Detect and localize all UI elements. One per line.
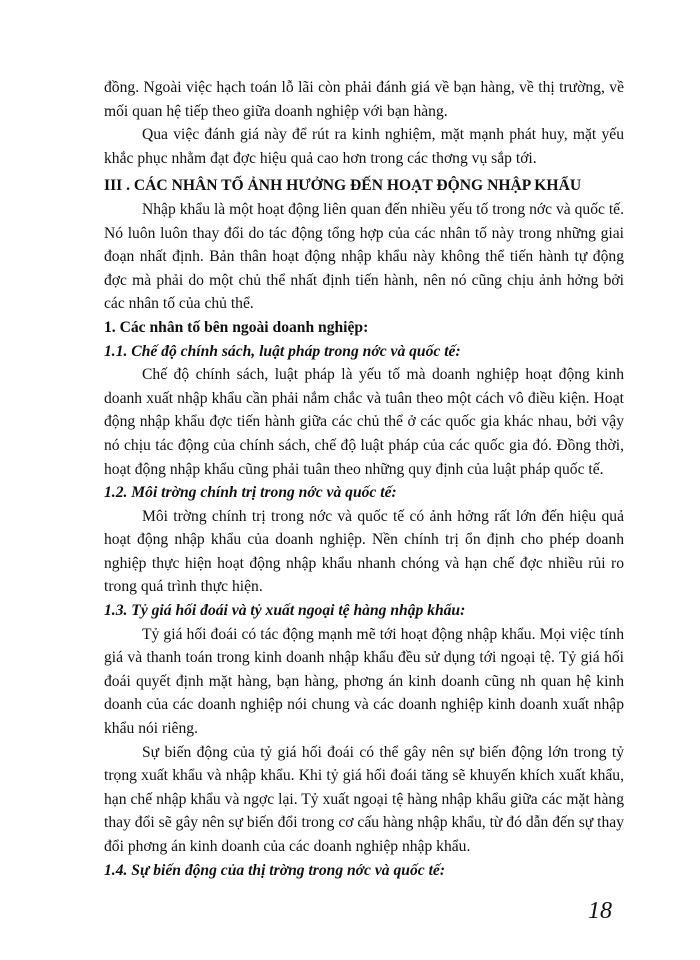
paragraph-evaluation: Qua việc đánh giá này để rút ra kinh nghiệm, mặt mạnh phát huy, mặt yếu khắc phục nhằm đạt đợc hiệu quả cao hơn trong các thơng vụ sắp tới. [104,126,624,167]
paragraph-policy-law: Chế độ chính sách, luật pháp là yếu tố mà doanh nghiệp hoạt động kinh doanh xuất nhập khẩu cần phải nắm chắc và tuân theo một cách vô điều kiện. Hoạt động nhập khẩu đợc tiến hành giữa các chủ thể ở các quốc gia khác nhau, bởi vậy nó chịu tác động của chính sách, chế độ luật pháp của các quốc gia đó. Đồng thời, hoạt động nhập khẩu cũng phải tuân theo những quy định của luật pháp quốc tế. [104,366,624,478]
page-body [104,76,624,882]
subsection-heading-1-3: 1.3. Tỷ giá hối đoái và tỷ xuất ngoại tệ hàng nhập khẩu: [104,602,466,620]
subsection-heading-1-1: 1.1. Chế độ chính sách, luật pháp trong nớc và quốc tế: [104,342,461,360]
paragraph-exchange-rate: Tỷ giá hối đoái có tác động mạnh mẽ tới hoạt động nhập khẩu. Mọi việc tính giá và thanh toán trong kinh doanh nhập khẩu đều sử dụng tới ngoại tệ. Tỷ giá hối đoái quyết định mặt hàng, bạn hàng, phơng án kinh doanh cũng nh quan hệ kinh doanh của các doanh nghiệp nói chung và các doanh nghiệp kinh doanh xuất nhập khẩu nói riêng. [104,625,624,738]
paragraph-exchange-rate-fluctuation: Sự biến động của tỷ giá hối đoái có thể gây nên sự biến động lớn trong tỷ trọng xuất khẩu và nhập khẩu. Khi tỷ giá hối đoái tăng sẽ khuyến khích xuất khẩu, hạn chế nhập khẩu và ngợc lại. Tỷ xuất ngoại tệ hàng nhập khẩu giữa các mặt hàng thay đổi sẽ gây nên sự biến đổi trong cơ cấu hàng nhập khẩu, từ đó dẫn đến sự thay đổi phơng án kinh doanh của các doanh nghiệp nhập khẩu. [104,743,624,855]
subsection-heading-1-2: 1.2. Môi trờng chính trị trong nớc và quốc tế: [104,484,397,502]
paragraph-continuation: đồng. Ngoài việc hạch toán lỗ lãi còn phải đánh giá về bạn hàng, về thị trường, về mối quan hệ tiếp theo giữa doanh nghiệp với bạn hàng. [104,79,624,120]
subsection-heading-1: 1. Các nhân tố bên ngoài doanh nghiệp: [104,318,369,336]
page-number: 18 [588,898,612,924]
section-heading-iii: III . CÁC NHÂN TỐ ẢNH HƯỞNG ĐẾN HOẠT ĐỘNG NHẬP KHẨU [104,177,582,195]
subsection-heading-1-4: 1.4. Sự biến động của thị trờng trong nớc và quốc tế: [104,861,446,879]
paragraph-import-intro: Nhập khẩu là một hoạt động liên quan đến nhiều yếu tố trong nớc và quốc tế. Nó luôn luôn thay đổi do tác động tổng hợp của các nhân tố này trong những giai đoạn nhất định. Bản thân hoạt động nhập khẩu này không thể tiến hành tự động đợc mà phải do một chủ thể nhất định tiến hành, nên nó cũng chịu ảnh hởng bởi các nhân tố của chủ thể. [104,200,624,313]
paragraph-political-environment: Môi trờng chính trị trong nớc và quốc tế có ảnh hởng rất lớn đến hiệu quả hoạt động nhập khẩu của doanh nghiệp. Nền chính trị ổn định cho phép doanh nghiệp thực hiện hoạt động nhập khẩu nhanh chóng và hạn chế đợc nhiều rủi ro trong quá trình thực hiện. [104,507,624,596]
